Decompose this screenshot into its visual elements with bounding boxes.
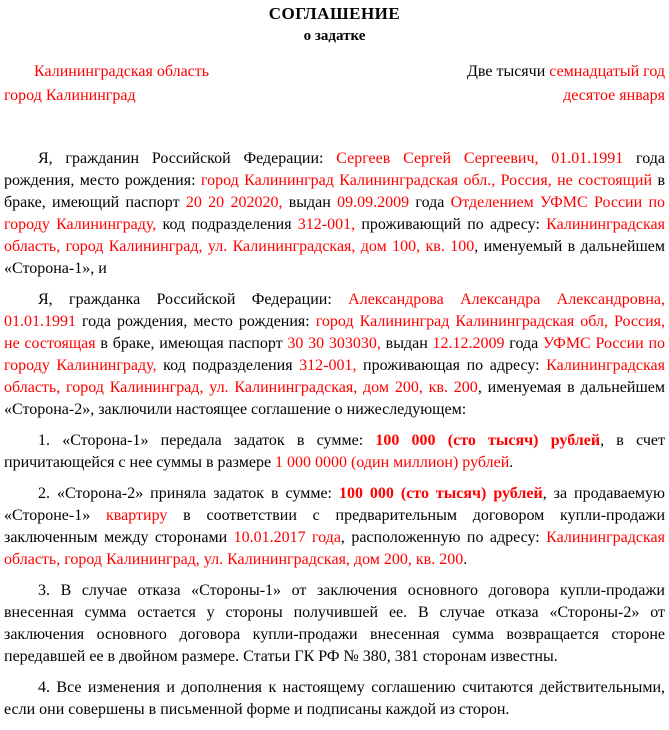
date-block <box>467 60 665 108</box>
text-segment: проживающая по адресу: <box>356 357 547 374</box>
text-segment: код подразделения <box>156 216 298 233</box>
highlighted-value: 100 000 (сто тысяч) рублей <box>338 485 543 502</box>
highlighted-value: 1 000 0000 (один миллион) рублей <box>275 454 510 471</box>
clause-4-amendments <box>4 677 665 721</box>
highlighted-value: город Калининград Калининградская обл, Россия, не состоящая <box>4 313 666 352</box>
date-line-day <box>467 84 665 108</box>
clause-2-deposit-received <box>4 483 665 571</box>
place-line-region <box>4 60 209 84</box>
highlighted-value: Калининградская область, город Калининград, ул. Калининградская, дом 100, кв. 100 <box>4 216 665 255</box>
text-segment: в браке, имеющая паспорт <box>95 335 288 352</box>
highlighted-value: 12.12.2009 <box>432 335 505 352</box>
clause-3-refusal-terms <box>4 580 665 668</box>
highlighted-value: 10.01.2017 года <box>233 529 341 546</box>
highlighted-value: Калининградская область <box>34 63 210 80</box>
highlighted-value: 312-001, <box>297 216 356 233</box>
text-segment: года рождения, место рождения: <box>76 313 316 330</box>
text-segment: , расположенную по адресу: <box>340 529 547 546</box>
highlighted-value: 30 30 303030, <box>287 335 381 352</box>
text-segment: Я, гражданин Российской Федерации: <box>38 150 337 167</box>
document-subtitle: о задатке <box>303 28 366 44</box>
text-segment: , именуемая в дальнейшем «Сторона-2», заключили настоящее соглашение о нижеследующем: <box>4 379 665 418</box>
highlighted-value: квартиру <box>106 507 168 524</box>
highlighted-value: десятое января <box>563 87 665 104</box>
highlighted-value: 20 20 202020, <box>185 194 283 211</box>
text-segment: года рождения, место рождения: <box>4 150 665 189</box>
text-segment: , за продаваемую «Стороне-1» <box>4 485 666 524</box>
highlighted-value: 100 000 (сто тысяч) рублей <box>375 432 601 449</box>
text-segment: , в счет причитающейся с нее суммы в размере <box>4 432 665 471</box>
text-segment: Две тысячи <box>466 63 550 80</box>
highlighted-value: Калининградская область, город Калининград, ул. Калининградская, дом 200, кв. 200 <box>4 357 665 396</box>
clause-1-deposit-given <box>4 430 665 474</box>
place-line-city <box>4 84 209 108</box>
text-segment: , именуемый в дальнейшем «Сторона-1», и <box>4 238 665 277</box>
date-line-year <box>467 60 665 84</box>
text-segment: в браке, имеющий паспорт <box>4 172 666 211</box>
agreement-body <box>4 148 665 721</box>
text-segment: 1. «Сторона-1» передала задаток в сумме: <box>38 432 376 449</box>
highlighted-value: 09.09.2009 <box>337 194 410 211</box>
party-1-paragraph <box>4 148 665 280</box>
text-segment: года <box>504 335 544 352</box>
text-segment: выдан <box>380 335 433 352</box>
text-segment: 3. В случае отказа «Стороны-1» от заключения основного договора купли-продажи внесенная сумма остается у стороны получившей ее. В случае отказа «Стороны-2» от заключения основного договора купли-продажи внесенная сумма возвращается стороне передавшей ее в двойном размере. Статьи ГК РФ № 380, 381 сторонам известны. <box>4 582 665 665</box>
place-block <box>4 60 209 108</box>
highlighted-value: город Калининград <box>4 87 136 104</box>
highlighted-value: Сергеев Сергей Сергеевич, 01.01.1991 <box>336 150 624 167</box>
header-row <box>4 60 665 108</box>
text-segment: . <box>509 454 514 471</box>
party-2-paragraph <box>4 289 665 421</box>
document-title: СОГЛАШЕНИЕ <box>268 4 401 23</box>
text-segment: 2. «Сторона-2» приняла задаток в сумме: <box>38 485 339 502</box>
highlighted-value: 312-001, <box>299 357 357 374</box>
highlighted-value: Александрова Александра Александровна, 01.01.1991 <box>4 291 666 330</box>
text-segment: Я, гражданка Российской Федерации: <box>38 291 349 308</box>
text-segment: проживающий по адресу: <box>355 216 547 233</box>
highlighted-value: город Калининград Калининградская обл., Россия, не состоящий <box>200 172 653 189</box>
text-segment: код подразделения <box>156 357 300 374</box>
highlighted-value: Отделением УФМС России по городу Калининграду, <box>4 194 666 233</box>
text-segment: выдан <box>282 194 338 211</box>
highlighted-value: Калининградская область, город Калининград, ул. Калининградская, дом 200, кв. 200 <box>4 529 665 568</box>
text-segment: года <box>409 194 451 211</box>
text-segment: . <box>463 551 468 568</box>
text-segment: 4. Все изменения и дополнения к настоящему соглашению считаются действительными, если они совершены в письменной форме и подписаны каждой из сторон. <box>4 679 665 718</box>
text-segment: в соответствии с предварительным договором купли-продажи заключенным между сторонами <box>4 507 666 546</box>
highlighted-value: УФМС России по городу Калининграду, <box>4 335 666 374</box>
highlighted-value: семнадцатый год <box>549 63 665 80</box>
